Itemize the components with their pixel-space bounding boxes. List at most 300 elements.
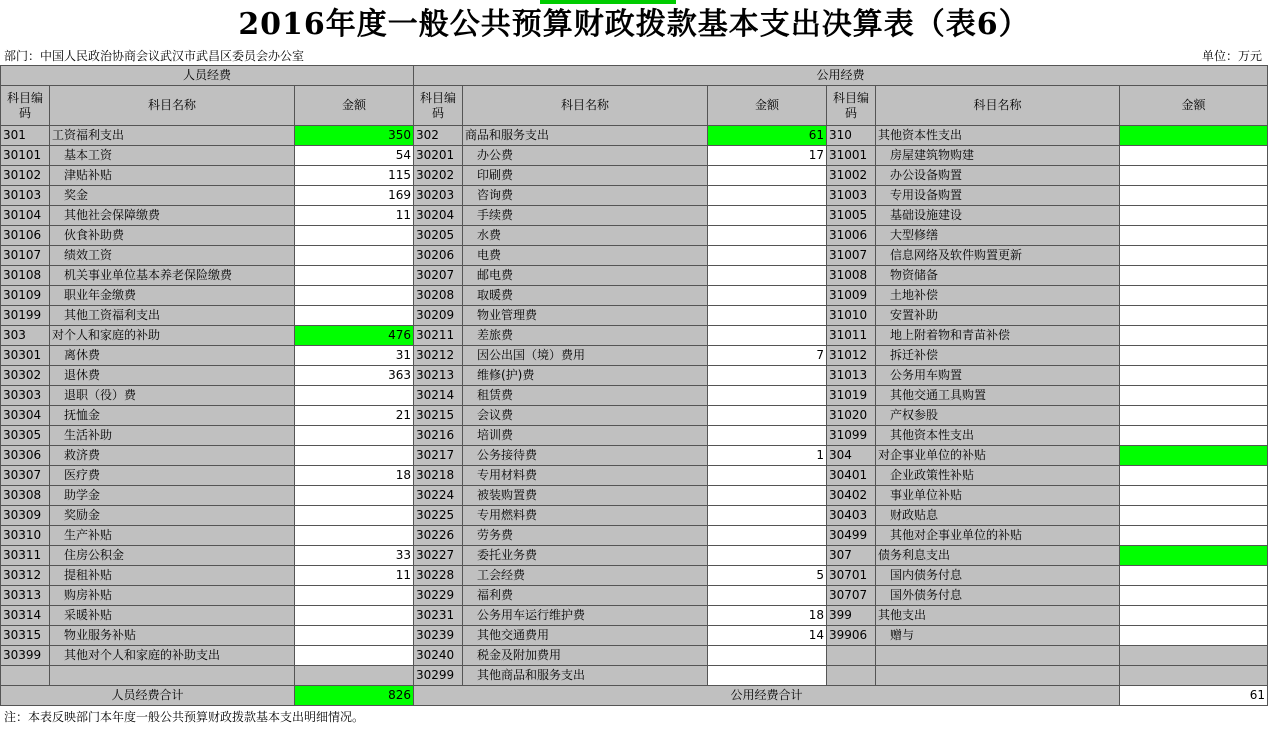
subject-name-cell[interactable]: 委托业务费 xyxy=(463,546,708,566)
subject-name-cell[interactable]: 专用燃料费 xyxy=(463,506,708,526)
amount-cell[interactable] xyxy=(708,386,827,406)
subject-code-cell[interactable]: 31001 xyxy=(827,146,876,166)
subject-code-cell[interactable] xyxy=(1,666,50,686)
table-row xyxy=(1,606,1268,626)
subject-code-cell[interactable]: 30303 xyxy=(1,386,50,406)
table-row xyxy=(1,126,1268,146)
subject-name-cell[interactable]: 退休费 xyxy=(50,366,295,386)
amount-cell[interactable]: 5 xyxy=(708,566,827,586)
subject-code-cell[interactable]: 30207 xyxy=(414,266,463,286)
amount-cell[interactable]: 18 xyxy=(708,606,827,626)
subject-code-cell[interactable] xyxy=(827,646,876,666)
amount-cell[interactable] xyxy=(1120,646,1268,666)
amount-cell[interactable] xyxy=(1120,366,1268,386)
amount-cell[interactable] xyxy=(708,526,827,546)
amount-cell[interactable] xyxy=(708,506,827,526)
subject-code-cell[interactable]: 30104 xyxy=(1,206,50,226)
subject-code-cell[interactable]: 30399 xyxy=(1,646,50,666)
subject-name-cell[interactable]: 企业政策性补贴 xyxy=(876,466,1120,486)
amount-cell[interactable] xyxy=(295,646,414,666)
amount-cell[interactable] xyxy=(1120,586,1268,606)
subject-code-cell[interactable]: 30309 xyxy=(1,506,50,526)
table-row xyxy=(1,646,1268,666)
subject-name-cell[interactable]: 咨询费 xyxy=(463,186,708,206)
amount-cell[interactable] xyxy=(1120,286,1268,306)
amount-cell[interactable] xyxy=(1120,126,1268,146)
subject-code-cell[interactable]: 30101 xyxy=(1,146,50,166)
table-row xyxy=(1,586,1268,606)
amount-cell[interactable] xyxy=(1120,406,1268,426)
subject-name-cell[interactable]: 劳务费 xyxy=(463,526,708,546)
subject-name-cell[interactable]: 采暖补贴 xyxy=(50,606,295,626)
table-row xyxy=(1,446,1268,466)
subject-code-cell[interactable]: 30224 xyxy=(414,486,463,506)
amount-cell[interactable]: 61 xyxy=(708,126,827,146)
subject-name-cell[interactable]: 助学金 xyxy=(50,486,295,506)
subject-code-cell[interactable]: 30107 xyxy=(1,246,50,266)
subject-code-cell[interactable]: 31007 xyxy=(827,246,876,266)
amount-cell[interactable]: 18 xyxy=(295,466,414,486)
subject-code-cell[interactable]: 30211 xyxy=(414,326,463,346)
table-row xyxy=(1,246,1268,266)
amount-cell[interactable] xyxy=(708,426,827,446)
subject-code-cell[interactable]: 30215 xyxy=(414,406,463,426)
amount-cell[interactable] xyxy=(295,226,414,246)
subject-code-cell[interactable]: 30209 xyxy=(414,306,463,326)
subject-code-cell[interactable]: 30202 xyxy=(414,166,463,186)
subject-name-cell[interactable]: 生活补助 xyxy=(50,426,295,446)
amount-cell[interactable] xyxy=(295,426,414,446)
amount-cell[interactable] xyxy=(708,246,827,266)
header-amount[interactable]: 金额 xyxy=(1120,86,1268,126)
amount-cell[interactable] xyxy=(1120,306,1268,326)
subject-name-cell[interactable]: 会议费 xyxy=(463,406,708,426)
subject-name-cell[interactable]: 手续费 xyxy=(463,206,708,226)
subject-name-cell[interactable]: 物业管理费 xyxy=(463,306,708,326)
subject-name-cell[interactable]: 税金及附加费用 xyxy=(463,646,708,666)
subject-name-cell[interactable]: 其他交通工具购置 xyxy=(876,386,1120,406)
subject-code-cell[interactable]: 30228 xyxy=(414,566,463,586)
amount-cell[interactable] xyxy=(1120,626,1268,646)
personnel-total-label[interactable]: 人员经费合计 xyxy=(1,686,295,706)
personnel-total-value[interactable]: 826 xyxy=(295,686,414,706)
subject-code-cell[interactable]: 30301 xyxy=(1,346,50,366)
amount-cell[interactable] xyxy=(295,306,414,326)
amount-cell[interactable] xyxy=(708,166,827,186)
table-row xyxy=(1,186,1268,206)
unit-label: 单位：万元 xyxy=(1201,49,1262,63)
subject-name-cell[interactable]: 信息网络及软件购置更新 xyxy=(876,246,1120,266)
amount-cell[interactable] xyxy=(708,286,827,306)
subject-code-cell[interactable]: 30240 xyxy=(414,646,463,666)
subject-code-cell[interactable]: 30204 xyxy=(414,206,463,226)
subject-code-cell[interactable]: 31011 xyxy=(827,326,876,346)
subject-name-cell[interactable]: 邮电费 xyxy=(463,266,708,286)
amount-cell[interactable] xyxy=(295,386,414,406)
subject-code-cell[interactable]: 30239 xyxy=(414,626,463,646)
table-row xyxy=(1,166,1268,186)
subject-code-cell[interactable]: 30216 xyxy=(414,426,463,446)
table-row xyxy=(1,266,1268,286)
amount-cell[interactable] xyxy=(295,446,414,466)
subject-name-cell[interactable]: 财政贴息 xyxy=(876,506,1120,526)
table-row xyxy=(1,566,1268,586)
subject-name-cell[interactable]: 事业单位补贴 xyxy=(876,486,1120,506)
subject-name-cell[interactable]: 其他资本性支出 xyxy=(876,126,1120,146)
subject-code-cell[interactable]: 30299 xyxy=(414,666,463,686)
subject-code-cell[interactable]: 31013 xyxy=(827,366,876,386)
amount-cell[interactable] xyxy=(1120,486,1268,506)
subject-name-cell[interactable]: 办公设备购置 xyxy=(876,166,1120,186)
subject-name-cell[interactable]: 培训费 xyxy=(463,426,708,446)
subject-name-cell[interactable]: 医疗费 xyxy=(50,466,295,486)
subject-code-cell[interactable]: 31005 xyxy=(827,206,876,226)
subject-code-cell[interactable]: 31009 xyxy=(827,286,876,306)
subject-code-cell[interactable]: 30108 xyxy=(1,266,50,286)
amount-cell[interactable] xyxy=(1120,566,1268,586)
subject-name-cell[interactable]: 其他商品和服务支出 xyxy=(463,666,708,686)
subject-name-cell[interactable]: 其他对个人和家庭的补助支出 xyxy=(50,646,295,666)
subject-name-cell[interactable]: 房屋建筑物购建 xyxy=(876,146,1120,166)
subject-name-cell[interactable]: 印刷费 xyxy=(463,166,708,186)
subject-code-cell[interactable]: 30312 xyxy=(1,566,50,586)
amount-cell[interactable]: 31 xyxy=(295,346,414,366)
subject-name-cell[interactable]: 津贴补贴 xyxy=(50,166,295,186)
header-code[interactable]: 科目编码 xyxy=(1,86,50,126)
amount-cell[interactable] xyxy=(1120,506,1268,526)
amount-cell[interactable]: 54 xyxy=(295,146,414,166)
amount-cell[interactable] xyxy=(1120,146,1268,166)
subject-code-cell[interactable]: 30213 xyxy=(414,366,463,386)
subject-name-cell[interactable]: 商品和服务支出 xyxy=(463,126,708,146)
subject-name-cell[interactable]: 退职（役）费 xyxy=(50,386,295,406)
subject-name-cell[interactable]: 其他交通费用 xyxy=(463,626,708,646)
amount-cell[interactable] xyxy=(708,226,827,246)
subject-name-cell[interactable]: 工会经费 xyxy=(463,566,708,586)
subject-code-cell[interactable]: 310 xyxy=(827,126,876,146)
subject-name-cell[interactable]: 住房公积金 xyxy=(50,546,295,566)
amount-cell[interactable]: 11 xyxy=(295,566,414,586)
subject-name-cell[interactable]: 产权参股 xyxy=(876,406,1120,426)
subject-name-cell[interactable]: 租赁费 xyxy=(463,386,708,406)
subject-name-cell[interactable]: 土地补偿 xyxy=(876,286,1120,306)
amount-cell[interactable] xyxy=(708,486,827,506)
subject-code-cell[interactable]: 39906 xyxy=(827,626,876,646)
amount-cell[interactable] xyxy=(708,666,827,686)
table-row xyxy=(1,666,1268,686)
subject-name-cell[interactable]: 其他社会保障缴费 xyxy=(50,206,295,226)
subject-name-cell[interactable]: 公务接待费 xyxy=(463,446,708,466)
subject-name-cell[interactable]: 购房补贴 xyxy=(50,586,295,606)
subject-code-cell[interactable]: 31020 xyxy=(827,406,876,426)
table-row xyxy=(1,306,1268,326)
subject-name-cell[interactable]: 办公费 xyxy=(463,146,708,166)
subject-name-cell[interactable]: 专用设备购置 xyxy=(876,186,1120,206)
table-row xyxy=(1,626,1268,646)
amount-cell[interactable]: 33 xyxy=(295,546,414,566)
amount-cell[interactable] xyxy=(295,246,414,266)
subject-name-cell[interactable]: 离休费 xyxy=(50,346,295,366)
subject-code-cell[interactable]: 30203 xyxy=(414,186,463,206)
header-name[interactable]: 科目名称 xyxy=(50,86,295,126)
amount-cell[interactable] xyxy=(1120,446,1268,466)
amount-cell[interactable] xyxy=(708,266,827,286)
amount-cell[interactable] xyxy=(1120,246,1268,266)
subject-name-cell[interactable]: 其他资本性支出 xyxy=(876,426,1120,446)
subject-code-cell[interactable]: 30307 xyxy=(1,466,50,486)
subject-name-cell[interactable]: 奖励金 xyxy=(50,506,295,526)
subject-name-cell[interactable] xyxy=(876,666,1120,686)
subject-code-cell[interactable]: 30308 xyxy=(1,486,50,506)
amount-cell[interactable]: 115 xyxy=(295,166,414,186)
header-amount[interactable]: 金额 xyxy=(295,86,414,126)
subject-code-cell[interactable]: 30403 xyxy=(827,506,876,526)
subject-name-cell[interactable]: 国内债务付息 xyxy=(876,566,1120,586)
subject-name-cell[interactable]: 其他工资福利支出 xyxy=(50,306,295,326)
section-personnel[interactable]: 人员经费 xyxy=(1,66,414,86)
subject-code-cell[interactable]: 31099 xyxy=(827,426,876,446)
amount-cell[interactable] xyxy=(708,586,827,606)
table-row xyxy=(1,326,1268,346)
amount-cell[interactable] xyxy=(295,626,414,646)
subject-code-cell[interactable]: 30102 xyxy=(1,166,50,186)
subject-name-cell[interactable]: 抚恤金 xyxy=(50,406,295,426)
subject-code-cell[interactable] xyxy=(827,666,876,686)
subject-name-cell[interactable] xyxy=(50,666,295,686)
table-row xyxy=(1,546,1268,566)
subject-name-cell[interactable]: 地上附着物和青苗补偿 xyxy=(876,326,1120,346)
subject-name-cell[interactable]: 机关事业单位基本养老保险缴费 xyxy=(50,266,295,286)
amount-cell[interactable]: 11 xyxy=(295,206,414,226)
subject-code-cell[interactable]: 30499 xyxy=(827,526,876,546)
subject-code-cell[interactable]: 30304 xyxy=(1,406,50,426)
subject-name-cell[interactable]: 被装购置费 xyxy=(463,486,708,506)
amount-cell[interactable] xyxy=(708,466,827,486)
subject-code-cell[interactable]: 302 xyxy=(414,126,463,146)
table-row xyxy=(1,426,1268,446)
header-amount[interactable]: 金额 xyxy=(708,86,827,126)
subject-code-cell[interactable]: 30227 xyxy=(414,546,463,566)
subject-code-cell[interactable]: 31019 xyxy=(827,386,876,406)
table-row xyxy=(1,486,1268,506)
subject-name-cell[interactable]: 救济费 xyxy=(50,446,295,466)
amount-cell[interactable] xyxy=(1120,666,1268,686)
amount-cell[interactable] xyxy=(1120,266,1268,286)
amount-cell[interactable] xyxy=(1120,226,1268,246)
subject-code-cell[interactable]: 30402 xyxy=(827,486,876,506)
amount-cell[interactable] xyxy=(1120,466,1268,486)
subject-name-cell[interactable]: 其他对企事业单位的补贴 xyxy=(876,526,1120,546)
subject-code-cell[interactable]: 31008 xyxy=(827,266,876,286)
amount-cell[interactable] xyxy=(1120,206,1268,226)
table-row xyxy=(1,386,1268,406)
amount-cell[interactable] xyxy=(295,526,414,546)
department-label: 部门：中国人民政治协商会议武汉市武昌区委员会办公室 xyxy=(4,49,305,63)
subject-name-cell[interactable]: 工资福利支出 xyxy=(50,126,295,146)
subject-name-cell[interactable]: 基本工资 xyxy=(50,146,295,166)
subject-code-cell[interactable]: 30401 xyxy=(827,466,876,486)
amount-cell[interactable]: 21 xyxy=(295,406,414,426)
page-title: 2016年度一般公共预算财政拨款基本支出决算表（表6） xyxy=(238,7,1030,42)
subject-name-cell[interactable]: 水费 xyxy=(463,226,708,246)
amount-cell[interactable]: 17 xyxy=(708,146,827,166)
amount-cell[interactable] xyxy=(708,646,827,666)
amount-cell[interactable] xyxy=(1120,166,1268,186)
public-total-label[interactable]: 公用经费合计 xyxy=(414,686,1120,706)
subject-name-cell[interactable]: 赠与 xyxy=(876,626,1120,646)
amount-cell[interactable] xyxy=(1120,606,1268,626)
subject-name-cell[interactable]: 债务利息支出 xyxy=(876,546,1120,566)
subject-code-cell[interactable]: 31003 xyxy=(827,186,876,206)
amount-cell[interactable] xyxy=(708,546,827,566)
subject-name-cell[interactable]: 基础设施建设 xyxy=(876,206,1120,226)
subject-code-cell[interactable]: 30217 xyxy=(414,446,463,466)
subject-code-cell[interactable]: 301 xyxy=(1,126,50,146)
table-row xyxy=(1,206,1268,226)
expenditure-table xyxy=(0,65,1268,706)
amount-cell[interactable] xyxy=(295,666,414,686)
subject-name-cell[interactable]: 安置补助 xyxy=(876,306,1120,326)
subject-code-cell[interactable]: 30214 xyxy=(414,386,463,406)
amount-cell[interactable] xyxy=(1120,386,1268,406)
subject-name-cell[interactable]: 绩效工资 xyxy=(50,246,295,266)
subject-code-cell[interactable]: 30199 xyxy=(1,306,50,326)
subject-code-cell[interactable]: 30201 xyxy=(414,146,463,166)
subject-name-cell[interactable]: 因公出国（境）费用 xyxy=(463,346,708,366)
amount-cell[interactable] xyxy=(295,286,414,306)
subject-name-cell[interactable]: 电费 xyxy=(463,246,708,266)
subject-name-cell[interactable]: 差旅费 xyxy=(463,326,708,346)
subject-name-cell[interactable]: 对企事业单位的补贴 xyxy=(876,446,1120,466)
subject-code-cell[interactable]: 30218 xyxy=(414,466,463,486)
subject-code-cell[interactable]: 30229 xyxy=(414,586,463,606)
amount-cell[interactable]: 350 xyxy=(295,126,414,146)
subject-code-cell[interactable]: 30314 xyxy=(1,606,50,626)
subject-code-cell[interactable]: 30206 xyxy=(414,246,463,266)
amount-cell[interactable]: 476 xyxy=(295,326,414,346)
amount-cell[interactable] xyxy=(708,406,827,426)
amount-cell[interactable]: 14 xyxy=(708,626,827,646)
amount-cell[interactable] xyxy=(295,606,414,626)
subject-code-cell[interactable]: 30231 xyxy=(414,606,463,626)
amount-cell[interactable] xyxy=(1120,526,1268,546)
amount-cell[interactable] xyxy=(708,206,827,226)
subject-code-cell[interactable]: 30205 xyxy=(414,226,463,246)
amount-cell[interactable] xyxy=(295,586,414,606)
subject-name-cell[interactable]: 福利费 xyxy=(463,586,708,606)
amount-cell[interactable] xyxy=(295,266,414,286)
subject-code-cell[interactable]: 30701 xyxy=(827,566,876,586)
subject-code-cell[interactable]: 30109 xyxy=(1,286,50,306)
amount-cell[interactable]: 7 xyxy=(708,346,827,366)
amount-cell[interactable]: 363 xyxy=(295,366,414,386)
subject-name-cell[interactable]: 大型修缮 xyxy=(876,226,1120,246)
subject-code-cell[interactable]: 30212 xyxy=(414,346,463,366)
subject-name-cell[interactable]: 公务用车运行维护费 xyxy=(463,606,708,626)
section-public[interactable]: 公用经费 xyxy=(414,66,1268,86)
subject-code-cell[interactable]: 30313 xyxy=(1,586,50,606)
amount-cell[interactable] xyxy=(1120,346,1268,366)
header-name[interactable]: 科目名称 xyxy=(876,86,1120,126)
header-code[interactable]: 科目编码 xyxy=(827,86,876,126)
subject-code-cell[interactable]: 30103 xyxy=(1,186,50,206)
amount-cell[interactable]: 1 xyxy=(708,446,827,466)
subject-name-cell[interactable]: 奖金 xyxy=(50,186,295,206)
subject-name-cell[interactable]: 职业年金缴费 xyxy=(50,286,295,306)
amount-cell[interactable] xyxy=(708,306,827,326)
subject-name-cell[interactable]: 取暖费 xyxy=(463,286,708,306)
table-row xyxy=(1,466,1268,486)
subject-name-cell[interactable]: 物资储备 xyxy=(876,266,1120,286)
subject-code-cell[interactable]: 307 xyxy=(827,546,876,566)
amount-cell[interactable] xyxy=(1120,186,1268,206)
subject-name-cell[interactable]: 提租补贴 xyxy=(50,566,295,586)
subject-name-cell[interactable]: 伙食补助费 xyxy=(50,226,295,246)
subject-code-cell[interactable]: 399 xyxy=(827,606,876,626)
table-row xyxy=(1,346,1268,366)
subject-code-cell[interactable]: 30226 xyxy=(414,526,463,546)
table-row xyxy=(1,366,1268,386)
subject-code-cell[interactable]: 30305 xyxy=(1,426,50,446)
subject-code-cell[interactable]: 31002 xyxy=(827,166,876,186)
subject-name-cell[interactable]: 国外债务付息 xyxy=(876,586,1120,606)
amount-cell[interactable] xyxy=(708,366,827,386)
amount-cell[interactable] xyxy=(708,186,827,206)
amount-cell[interactable] xyxy=(295,486,414,506)
table-row xyxy=(1,146,1268,166)
subject-code-cell[interactable]: 31010 xyxy=(827,306,876,326)
subject-code-cell[interactable]: 30310 xyxy=(1,526,50,546)
subject-name-cell[interactable]: 生产补贴 xyxy=(50,526,295,546)
table-row xyxy=(1,286,1268,306)
subject-code-cell[interactable]: 30306 xyxy=(1,446,50,466)
public-total-value[interactable]: 61 xyxy=(1120,686,1268,706)
footnote: 注：本表反映部门本年度一般公共预算财政拨款基本支出明细情况。 xyxy=(4,710,365,724)
subject-name-cell[interactable]: 公务用车购置 xyxy=(876,366,1120,386)
subject-code-cell[interactable]: 31006 xyxy=(827,226,876,246)
subject-code-cell[interactable]: 30315 xyxy=(1,626,50,646)
subject-code-cell[interactable]: 304 xyxy=(827,446,876,466)
table-row xyxy=(1,406,1268,426)
subject-code-cell[interactable]: 31012 xyxy=(827,346,876,366)
table-row xyxy=(1,526,1268,546)
subject-code-cell[interactable]: 30208 xyxy=(414,286,463,306)
table-row xyxy=(1,506,1268,526)
subject-code-cell[interactable]: 303 xyxy=(1,326,50,346)
subject-name-cell[interactable]: 专用材料费 xyxy=(463,466,708,486)
amount-cell[interactable] xyxy=(295,506,414,526)
subject-code-cell[interactable]: 30707 xyxy=(827,586,876,606)
subject-code-cell[interactable]: 30225 xyxy=(414,506,463,526)
subject-name-cell[interactable]: 其他支出 xyxy=(876,606,1120,626)
header-name[interactable]: 科目名称 xyxy=(463,86,708,126)
subject-name-cell[interactable]: 维修(护)费 xyxy=(463,366,708,386)
header-code[interactable]: 科目编码 xyxy=(414,86,463,126)
amount-cell[interactable] xyxy=(1120,546,1268,566)
subject-code-cell[interactable]: 30106 xyxy=(1,226,50,246)
subject-name-cell[interactable]: 物业服务补贴 xyxy=(50,626,295,646)
table-row xyxy=(1,226,1268,246)
amount-cell[interactable] xyxy=(1120,426,1268,446)
amount-cell[interactable] xyxy=(708,326,827,346)
amount-cell[interactable] xyxy=(1120,326,1268,346)
subject-name-cell[interactable]: 对个人和家庭的补助 xyxy=(50,326,295,346)
amount-cell[interactable]: 169 xyxy=(295,186,414,206)
subject-name-cell[interactable]: 拆迁补偿 xyxy=(876,346,1120,366)
subject-name-cell[interactable] xyxy=(876,646,1120,666)
subject-code-cell[interactable]: 30311 xyxy=(1,546,50,566)
subject-code-cell[interactable]: 30302 xyxy=(1,366,50,386)
